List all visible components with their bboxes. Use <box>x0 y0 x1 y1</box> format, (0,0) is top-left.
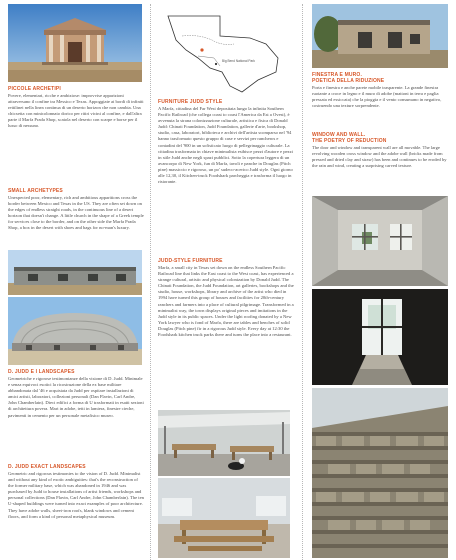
column-left <box>0 0 150 560</box>
photo-dark-doorway <box>312 289 448 385</box>
heading-window-wall-it <box>312 72 450 84</box>
photo-pavilion-picnic-tables <box>158 410 290 476</box>
heading-window-wall-en-line2: THE POETRY OF REDUCTION <box>312 138 387 144</box>
column-right <box>302 0 456 560</box>
map-label-big-bend: Big Bend National Park <box>222 59 255 63</box>
heading-small-archetypes-en: SMALL ARCHETYPES <box>8 188 63 194</box>
map-texas-big-bend <box>158 6 290 94</box>
body-small-archetypes-it: Povere, elementari, ricche e ambiziose: improvvise apparizioni attraversano il confine tra Messico e Texas. Appoggiate ai bordi di infiniti rettilinei nella linea continua di un deserto horizon che non cambia. Una chicxetta con minicolonnato dorico per ritiri vicini al confine, e dall'altra parte il Marfa Prada Shop, scatola nel deserto con scarpe e borse per il lusso di nessuno. <box>8 93 144 129</box>
body-furniture-it: A Marfa, cittadina del Far West depositata lungo la infinita Southern Pacific Railroad (che collega coast to coast l'America da Est a Ovest), è avvenuta la strana colonizzazione culturale, artistica e fisica di Donald Judd: Chinati Foundation, Judd Foundation, gallerie d'arte, bookshop, studio, casa, laboratori, biblioteca e archivi dell'artista scomparso nel '94 hanno trasformato questo gruppo di case e servizi per rancheros e contadini del '900 in un sofisticato luogo di pellegrinaggio culturale. La cittadina trasformata in chiave minimalista esibisce pezzi d'autore e pezzi in stile Judd anche negli spazi pubblici. Sotto la copertura leggera di un avancorpo di New York, fun di Marfa, tavoli e panche in Douglas (Pitch pine) massiccio e rigoroso, un po' sudeco-acerico Judd style. Ogni giorno alle 12,30, il Kitchen-truck Foodshark parcheggia e trasforma il luogo in ristorante. <box>158 106 293 185</box>
heading-judd-landscapes-it: D. JUDD E I LANDSCAPES <box>8 369 75 375</box>
heading-window-wall-it-line1: FINESTRA E MURO. <box>312 72 362 78</box>
photo-adobe-house <box>312 4 448 68</box>
body-judd-landscapes-en: Geometric and rigorous testimonies to the vision of D. Judd. Minimalist and without any kind of exotic ambiguities: that's the reconstruction of the former military base, which was abandoned in 1946 and was purchased by Judd to house installations of artist friends, workshops and personal collections (Dan Flavin, Carl Andre, John Chamberlain). The ten U-shaped buildings were turned into exact examples of poor architecture. They have adobe walls, sheet-iron roofs, blank windows and cement floors, and form a kind of personal metaphysical museum. <box>8 471 144 519</box>
body-judd-landscapes-it: Geometriche e rigorose testimonianze della visione di D. Judd. Minimale e senza equivoci esotici la ricostruzione della ex base militare abbandonata dal '46 e acquistata da Judd per ospitare installazioni di amici artisti, laboratori, collezioni personali (Dan Flavin, Carl Andre, John Chamberlain). Dieci edifici a forma di U trasformati in esatti sezioni di architettura povera. Mari in adobe, tetti in lamiera, finestre cieche, pavimenti in cemento per un personale metafisico museo. <box>8 376 144 418</box>
photo-greek-temple-church <box>8 4 142 82</box>
photo-eroded-adobe-wall <box>312 388 448 558</box>
heading-furniture-en: JUDD-STYLE FURNITURE <box>158 258 223 264</box>
body-small-archetypes-en: Unexpected poor, elementary, rich and ambitious apparitions cross the border between Mexico and Texas in the US. They are often set down on the edges of endless straight roads, in the continuous line of a desert horizon that doesn't change. A little church in the shape of a Greek temple for services close to the border, and on the other side the Marfa Prada Shop, a box in the desert with shoes and bags for no-man's luxury. <box>8 195 144 231</box>
heading-furniture-it: FURNITURE JUDD STYLE <box>158 99 223 105</box>
heading-small-archetypes-it: PICCOLE ARCHETIPI <box>8 86 61 92</box>
heading-window-wall-it-line2: POETICA DELLA RIDUZIONE <box>312 78 385 84</box>
heading-window-wall-en <box>312 132 450 144</box>
photo-judd-style-benches <box>158 478 290 558</box>
photo-interior-window-left <box>312 196 448 286</box>
heading-window-wall-en-line1: WINDOW AND WALL. <box>312 132 366 138</box>
body-window-wall-it: Porta e finestra e anche parete mobile trasparente. La grande finestra ruotante a croce in legno e il muro di adobe (mattoni in terra e paglia pressata ed essiccata) che la pioggia e il vento consumano in negativo, costruendo una texture sorprendente. <box>312 85 442 109</box>
column-middle <box>150 0 302 560</box>
heading-judd-landscapes-en: D. JUDD EXACT LANDSCAPES <box>8 464 86 470</box>
body-furniture-en: Marfa, a small city in Texas set down on the endless Southern Pacific Railroad line that links the East coast to the West coast, has experienced a strange cultural, artistic and physical colonization by Donald Judd. The Chinati Foundation, the Judd Foundation, art galleries, bookshops and the studio, house, workshops, library and archive of the artist who died in 1994 have turned this group of houses and facilities for 20th-century ranchers and farmers into a place of cultural pilgrimage. Transformed in a minimalist way, the town displays original pieces and imitations in the Judd style in its public spaces. Under the light roofing donated by a New York lawyer who is fond of Marfa, there are tables and benches of solid Douglas (Pitch pine) fir in a rigorous Judd style. Every day at 12:30 the Foodshark kitchen truck parks there and turns the place into a restaurant. <box>158 265 294 338</box>
photo-barracks-building <box>8 250 142 295</box>
photo-quonset-hut <box>8 297 142 365</box>
body-window-wall-en: The door and window and transparent wall are all movable. The large revolving wooden cross window and the adobe wall (bricks made from pressed and dried clay and straw) has been and continues to be eroded by the rain and wind, creating a surprising carved texture. <box>312 145 447 169</box>
